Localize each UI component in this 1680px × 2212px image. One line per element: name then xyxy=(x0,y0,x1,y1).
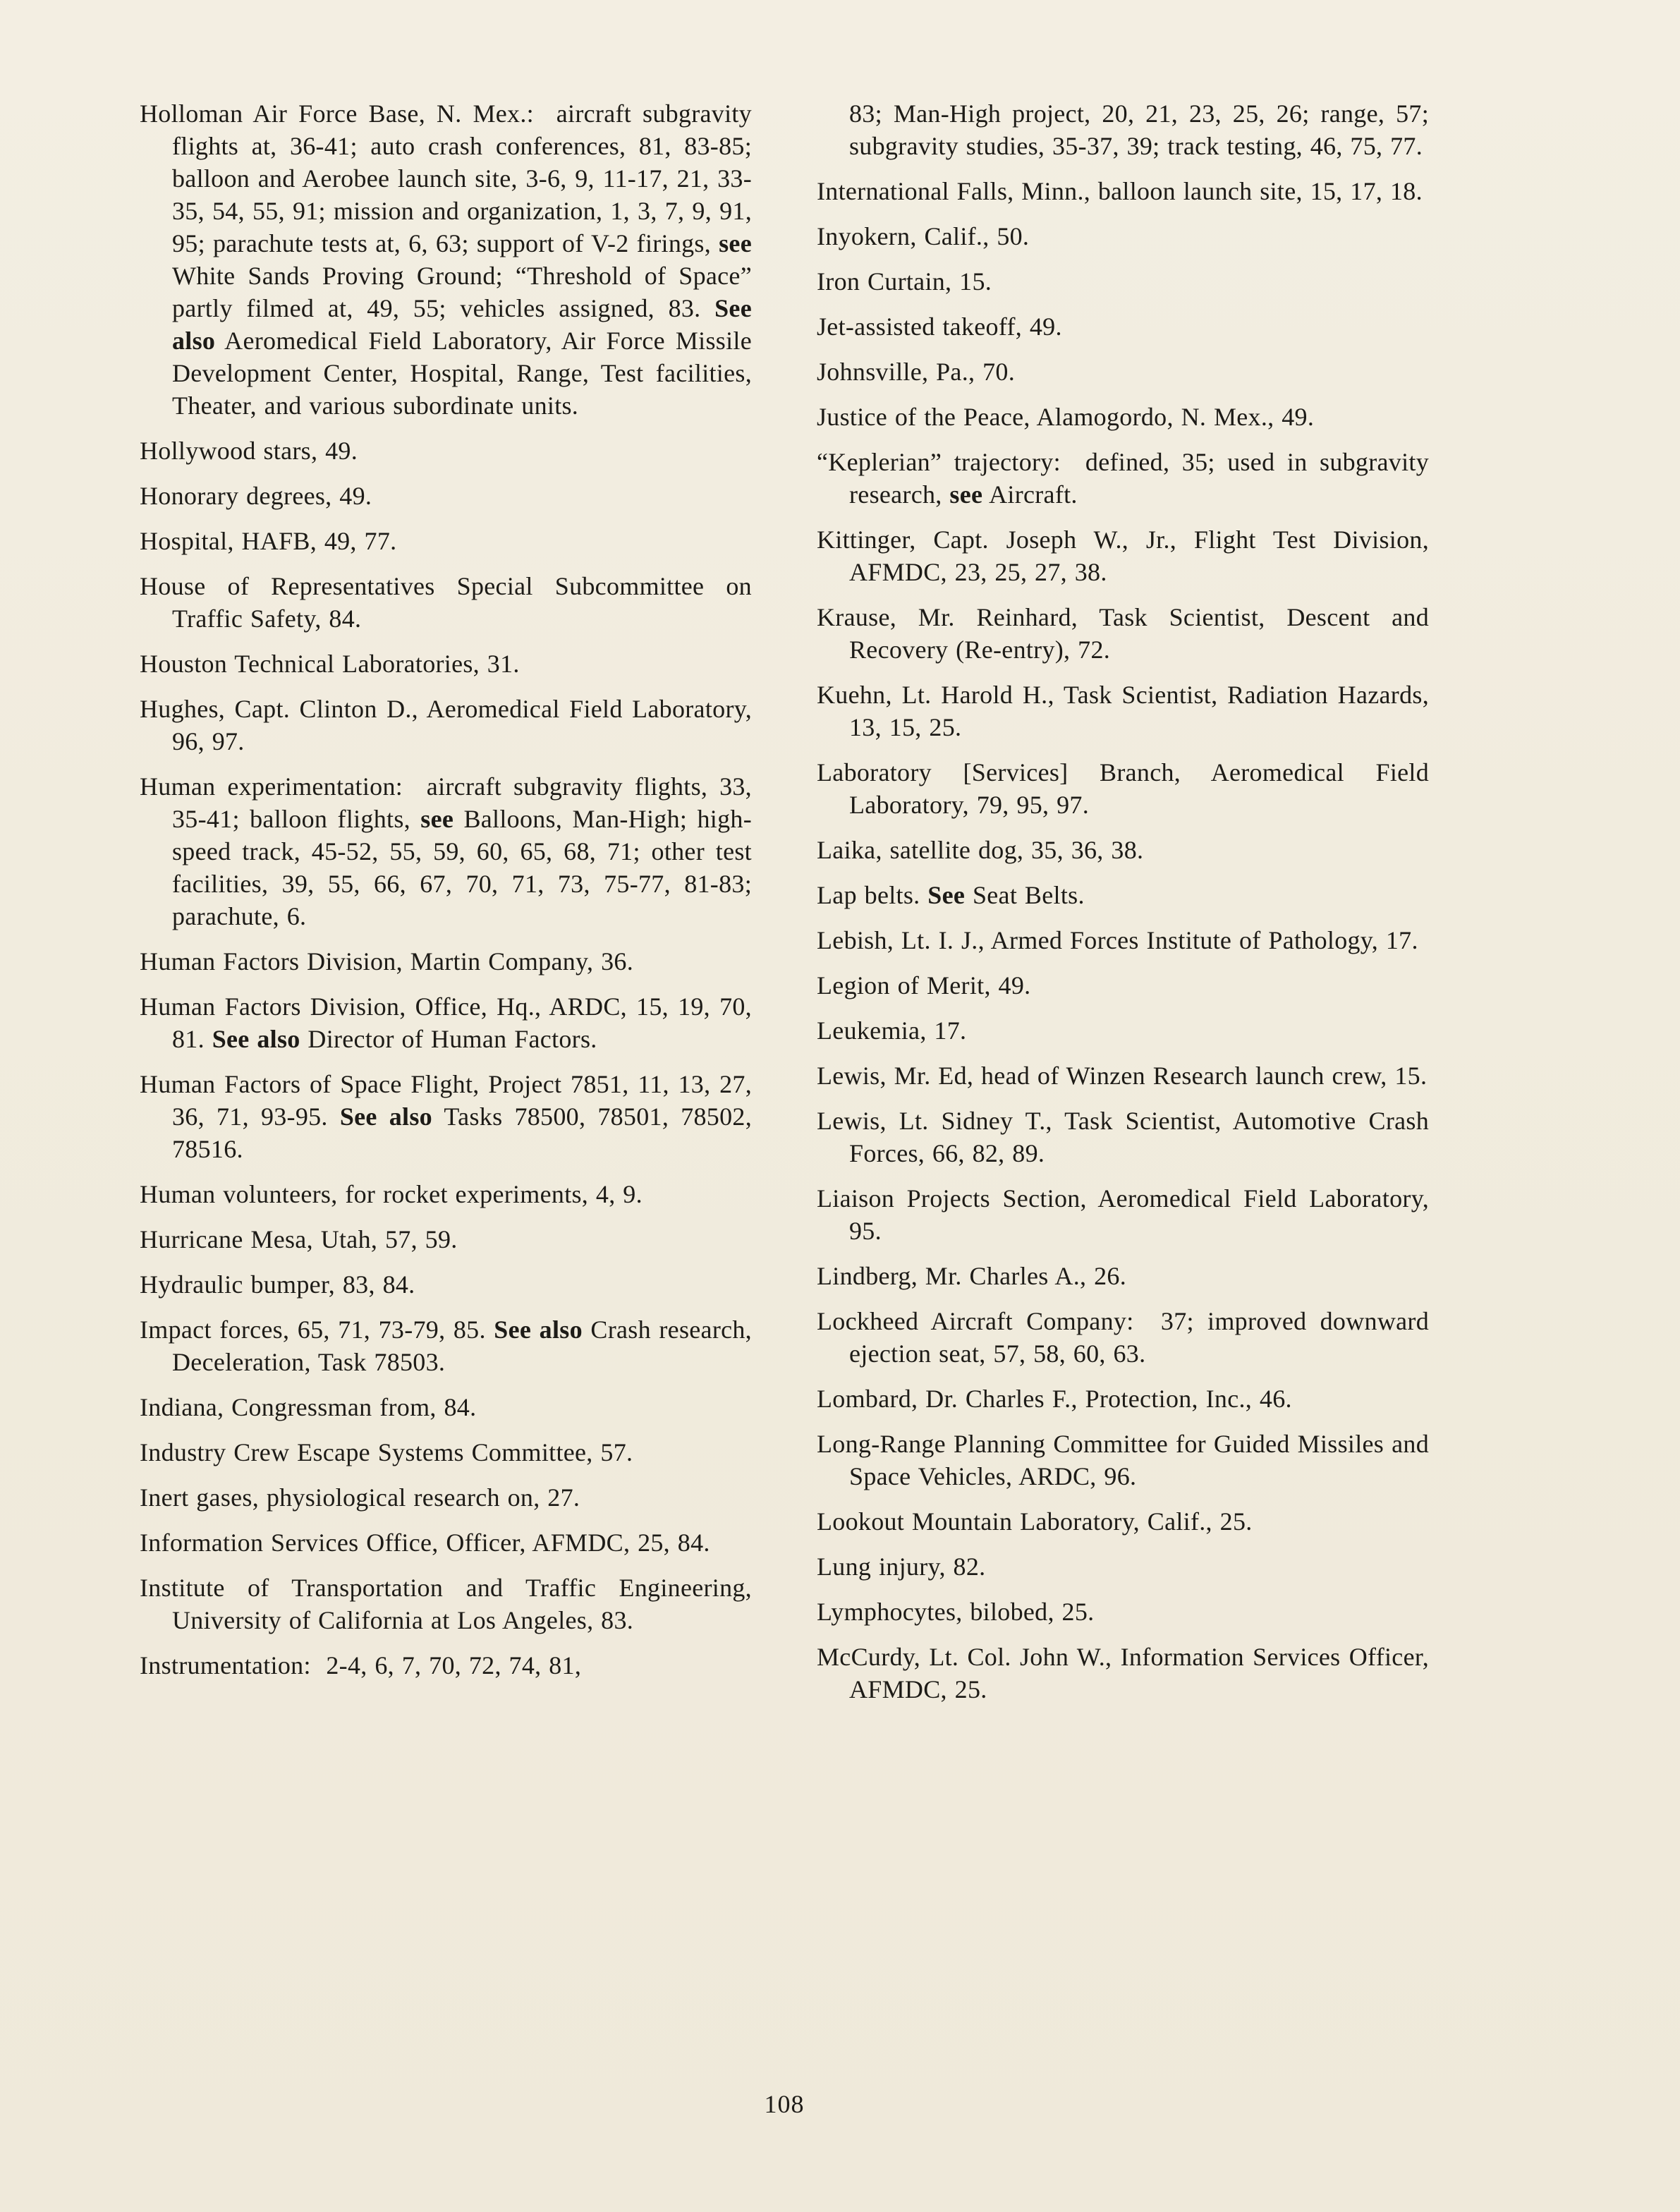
index-entry xyxy=(140,1436,752,1469)
index-entry xyxy=(817,1550,1429,1583)
cross-reference-label: see xyxy=(719,229,752,257)
entry-text: Hurricane Mesa, Utah, 57, 59. xyxy=(140,1225,458,1253)
entry-text: Lewis, Lt. Sidney T., Task Scientist, Automotive Crash Forces, 66, 82, 89. xyxy=(817,1107,1429,1167)
entry-text: Lewis, Mr. Ed, head of Winzen Research launch crew, 15. xyxy=(817,1062,1428,1090)
entry-text: Holloman Air Force Base, N. Mex.: aircraft subgravity flights at, 36-41; auto crash conferences, 81, 83-85; balloon and Aerobee launch site, 3-6, 9, 11-17, 21, 33-35, 54, 55, 91; mission and organization, 1, 3, 7, 9, 91, 95; parachute tests at, 6, 63; support of V-2 firings, xyxy=(140,99,752,257)
entry-text: Leukemia, 17. xyxy=(817,1016,967,1045)
entry-text: Information Services Office, Officer, AFMDC, 25, 84. xyxy=(140,1529,710,1557)
entry-text: Lung injury, 82. xyxy=(817,1552,986,1581)
entry-text: “Keplerian” trajectory: defined, 35; used in subgravity research, xyxy=(817,448,1429,509)
page-number: 108 xyxy=(764,2090,805,2118)
index-entry xyxy=(817,1641,1429,1706)
index-entry xyxy=(140,1391,752,1423)
entry-text: 83; Man-High project, 20, 21, 23, 25, 26; range, 57; subgravity studies, 35-37, 39; track testing, 46, 75, 77. xyxy=(849,99,1429,160)
index-entry xyxy=(140,945,752,978)
index-entry xyxy=(817,356,1429,388)
entry-text: Lap belts. xyxy=(817,881,928,909)
index-entry xyxy=(140,480,752,512)
index-entry xyxy=(817,401,1429,433)
entry-text: Balloons, Man-High; high-speed track, 45-52, 55, 59, 60, 65, 68, 71; other test facilities, 39, 55, 66, 67, 70, 71, 73, 75-77, 81-83; parachute, 6. xyxy=(172,805,752,930)
index-entry xyxy=(817,175,1429,207)
index-entry xyxy=(817,220,1429,253)
entry-text: Kittinger, Capt. Joseph W., Jr., Flight Test Division, AFMDC, 23, 25, 27, 38. xyxy=(817,525,1429,586)
entry-text: Houston Technical Laboratories, 31. xyxy=(140,650,520,678)
entry-text: Iron Curtain, 15. xyxy=(817,267,992,296)
index-entry xyxy=(817,1505,1429,1538)
cross-reference-label: See also xyxy=(212,1025,300,1053)
entry-text: Krause, Mr. Reinhard, Task Scientist, Descent and Recovery (Re-entry), 72. xyxy=(817,603,1429,664)
entry-text: Lindberg, Mr. Charles A., 26. xyxy=(817,1262,1127,1290)
entry-text: Laika, satellite dog, 35, 36, 38. xyxy=(817,836,1144,864)
entry-text: Instrumentation: 2-4, 6, 7, 70, 72, 74, 81, xyxy=(140,1651,582,1679)
entry-text: McCurdy, Lt. Col. John W., Information Services Officer, AFMDC, 25. xyxy=(817,1643,1429,1703)
index-entry xyxy=(140,435,752,467)
entry-text: Laboratory [Services] Branch, Aeromedical Field Laboratory, 79, 95, 97. xyxy=(817,758,1429,819)
entry-text: Aircraft. xyxy=(982,480,1078,509)
index-entry xyxy=(817,310,1429,343)
cross-reference-label: See also xyxy=(172,294,752,355)
index-entry xyxy=(140,525,752,557)
index-entry xyxy=(140,693,752,758)
entry-text: Lockheed Aircraft Company: 37; improved downward ejection seat, 57, 58, 60, 63. xyxy=(817,1307,1429,1368)
entry-text: Lymphocytes, bilobed, 25. xyxy=(817,1598,1095,1626)
entry-text: Crash research, Deceleration, Task 78503. xyxy=(172,1315,752,1376)
index-entry xyxy=(140,1526,752,1559)
entry-text: Lombard, Dr. Charles F., Protection, Inc., 46. xyxy=(817,1385,1292,1413)
entry-text: Tasks 78500, 78501, 78502, 78516. xyxy=(172,1102,752,1163)
entry-text: Honorary degrees, 49. xyxy=(140,482,372,510)
index-entry xyxy=(817,1182,1429,1247)
entry-text: Industry Crew Escape Systems Committee, 57. xyxy=(140,1438,633,1466)
cross-reference-label: See also xyxy=(494,1315,583,1344)
entry-text: Human experimentation: aircraft subgravity flights, 33, 35-41; balloon flights, xyxy=(140,772,752,833)
entry-text: Liaison Projects Section, Aeromedical Field Laboratory, 95. xyxy=(817,1184,1429,1245)
entry-text: International Falls, Minn., balloon launch site, 15, 17, 18. xyxy=(817,177,1423,205)
entry-text: Legion of Merit, 49. xyxy=(817,971,1031,999)
index-entry-continuation xyxy=(817,97,1429,162)
index-entry xyxy=(140,1223,752,1256)
index-entry xyxy=(817,523,1429,588)
index-entry xyxy=(817,1428,1429,1493)
left-column xyxy=(140,97,752,1718)
index-entry xyxy=(140,570,752,635)
entry-text: Indiana, Congressman from, 84. xyxy=(140,1393,477,1421)
index-entry xyxy=(140,1178,752,1210)
index-entry xyxy=(140,97,752,422)
entry-text: Human Factors Division, Office, Hq., ARDC, 15, 19, 70, 81. xyxy=(140,992,752,1053)
entry-text: Johnsville, Pa., 70. xyxy=(817,358,1016,386)
entry-text: Justice of the Peace, Alamogordo, N. Mex., 49. xyxy=(817,403,1315,431)
entry-text: Inyokern, Calif., 50. xyxy=(817,222,1030,250)
entry-text: Aeromedical Field Laboratory, Air Force Missile Development Center, Hospital, Range, Test facilities, Theater, and various subordinate units. xyxy=(172,327,752,420)
entry-text: Hollywood stars, 49. xyxy=(140,437,358,465)
cross-reference-label: see xyxy=(420,805,454,833)
index-entry xyxy=(817,265,1429,298)
index-entry xyxy=(817,446,1429,511)
entry-text: Human Factors Division, Martin Company, 36. xyxy=(140,947,634,976)
cross-reference-label: See xyxy=(927,881,966,909)
cross-reference-label: see xyxy=(949,480,983,509)
index-entry xyxy=(140,990,752,1055)
index-entry xyxy=(817,1105,1429,1169)
index-entry xyxy=(817,1382,1429,1415)
entry-text: Seat Belts. xyxy=(965,881,1085,909)
entry-text: Institute of Transportation and Traffic Engineering, University of California at Los Angeles, 83. xyxy=(140,1574,752,1634)
entry-text: Human Factors of Space Flight, Project 7851, 11, 13, 27, 36, 71, 93-95. xyxy=(140,1070,752,1131)
right-column xyxy=(817,97,1429,1718)
index-entry xyxy=(817,679,1429,743)
index-entry xyxy=(817,969,1429,1002)
entry-text: Impact forces, 65, 71, 73-79, 85. xyxy=(140,1315,494,1344)
index-entry xyxy=(140,1268,752,1301)
index-entry xyxy=(817,1014,1429,1047)
index-entry xyxy=(817,1596,1429,1628)
index-entry xyxy=(817,1059,1429,1092)
index-entry xyxy=(817,924,1429,956)
index-columns xyxy=(140,97,1429,1718)
entry-text: Lebish, Lt. I. J., Armed Forces Institute of Pathology, 17. xyxy=(817,926,1418,954)
entry-text: House of Representatives Special Subcommittee on Traffic Safety, 84. xyxy=(140,572,752,633)
index-entry xyxy=(140,1572,752,1636)
index-entry xyxy=(817,1305,1429,1370)
index-entry xyxy=(817,601,1429,666)
index-entry xyxy=(140,1481,752,1514)
entry-text: Jet-assisted takeoff, 49. xyxy=(817,312,1062,341)
entry-text: Lookout Mountain Laboratory, Calif., 25. xyxy=(817,1507,1253,1536)
entry-text: Director of Human Factors. xyxy=(300,1025,597,1053)
index-entry xyxy=(140,770,752,932)
index-entry xyxy=(140,1313,752,1378)
index-entry xyxy=(817,879,1429,911)
index-entry xyxy=(140,1649,752,1682)
entry-text: Kuehn, Lt. Harold H., Task Scientist, Radiation Hazards, 13, 15, 25. xyxy=(817,681,1429,741)
index-entry xyxy=(817,834,1429,866)
index-entry xyxy=(817,756,1429,821)
index-entry xyxy=(140,1068,752,1165)
entry-text: Inert gases, physiological research on, 27. xyxy=(140,1483,580,1512)
entry-text: Hospital, HAFB, 49, 77. xyxy=(140,527,397,555)
entry-text: Long-Range Planning Committee for Guided Missiles and Space Vehicles, ARDC, 96. xyxy=(817,1430,1429,1490)
cross-reference-label: See also xyxy=(339,1102,432,1131)
entry-text: White Sands Proving Ground; “Threshold of Space” partly filmed at, 49, 55; vehicles assigned, 83. xyxy=(172,262,752,322)
entry-text: Human volunteers, for rocket experiments, 4, 9. xyxy=(140,1180,643,1208)
index-entry xyxy=(817,1260,1429,1292)
entry-text: Hughes, Capt. Clinton D., Aeromedical Field Laboratory, 96, 97. xyxy=(140,695,752,755)
index-entry xyxy=(140,648,752,680)
entry-text: Hydraulic bumper, 83, 84. xyxy=(140,1270,415,1299)
